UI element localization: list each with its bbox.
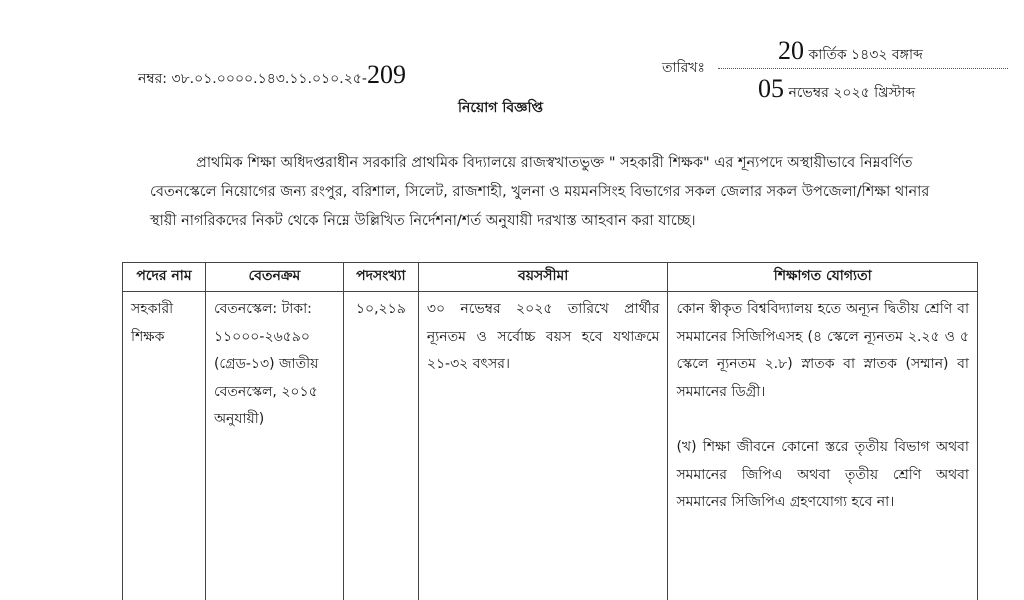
header-post: পদের নাম [123,263,206,292]
intro-line: বেতনস্কেলে নিয়োগের জন্য রংপুর, বরিশাল, সিলেট, রাজশাহী, খুলনা ও ময়মনসিংহ বিভাগের সকল জেলার সকল উপজেলা/শিক্ষা থানার [150,181,929,205]
header-qualification: শিক্ষাগত যোগ্যতা [668,263,978,292]
qualification-a: কোন স্বীকৃত বিশ্ববিদ্যালয় হতে অন্যূন দ্বিতীয় শ্রেণি বা সমমানের সিজিপিএসহ (৪ স্কেলে ন্যূনতম ২.২৫ ও ৫ স্কেলে ন্যূনতম ২.৮) স্নাতক বা স্নাতক (সম্মান) বা সমমানের ডিগ্রী। [676,296,969,406]
cell-post: সহকারী শিক্ষক [123,292,206,600]
document-title: নিয়োগ বিজ্ঞপ্তি [458,96,543,120]
date-bangla-rest: কার্তিক ১৪৩২ বঙ্গাব্দ [808,47,922,63]
date-label: তারিখঃ [662,56,705,80]
cell-age-limit: ৩০ নভেম্বর ২০২৫ তারিখে প্রার্থীর ন্যূনতম ও সর্বোচ্চ বয়স হবে যথাক্রমে ২১-৩২ বৎসর। [418,292,668,600]
date-english-day: 05 [758,74,784,103]
cell-posts: ১০,২১৯ [343,292,418,600]
intro-line: স্থায়ী নাগরিকদের নিকট থেকে নিম্নে উল্লিখিত নির্দেশনা/শর্ত অনুযায়ী দরখাস্ত আহবান করা যাচ্ছে। [150,210,696,234]
memo-label: নম্বর: ৩৮.০১.০০০০.১৪৩.১১.০১০.২৫- [138,71,367,87]
recruitment-table [122,262,978,600]
date-english-rest: নভেম্বর ২০২৫ খ্রিস্টাব্দ [788,85,915,101]
cell-pay-scale: বেতনস্কেল: টাকা: ১১০০০-২৬৫৯০ (গ্রেড-১৩) জাতীয় বেতনস্কেল, ২০১৫ অনুযায়ী) [205,292,343,600]
qualification-b: (খ) শিক্ষা জীবনে কোনো স্তরে তৃতীয় বিভাগ অথবা সমমানের জিপিএ অথবা তৃতীয় শ্রেণি অথবা সমমানের সিজিপিএ গ্রহণযোগ্য হবে না। [676,434,969,517]
header-age-limit: বয়সসীমা [418,263,668,292]
date-divider [718,68,1008,69]
cell-qualification [668,292,978,600]
date-bangla-day: 20 [778,36,804,65]
table-row [123,292,978,600]
date-english [758,74,915,105]
intro-line: প্রাথমিক শিক্ষা অধিদপ্তরাধীন সরকারি প্রাথমিক বিদ্যালয়ে রাজস্বখাতভুক্ত " সহকারী শিক্ষক" এর শূন্যপদে অস্থায়ীভাবে নিম্নবর্ণিত [196,152,913,176]
header-pay-scale: বেতনক্রম [205,263,343,292]
header-posts: পদসংখ্যা [343,263,418,292]
table-header-row [123,263,978,292]
memo-number [138,60,406,91]
date-bangla [778,36,923,67]
memo-handwritten-number: 209 [367,60,406,89]
